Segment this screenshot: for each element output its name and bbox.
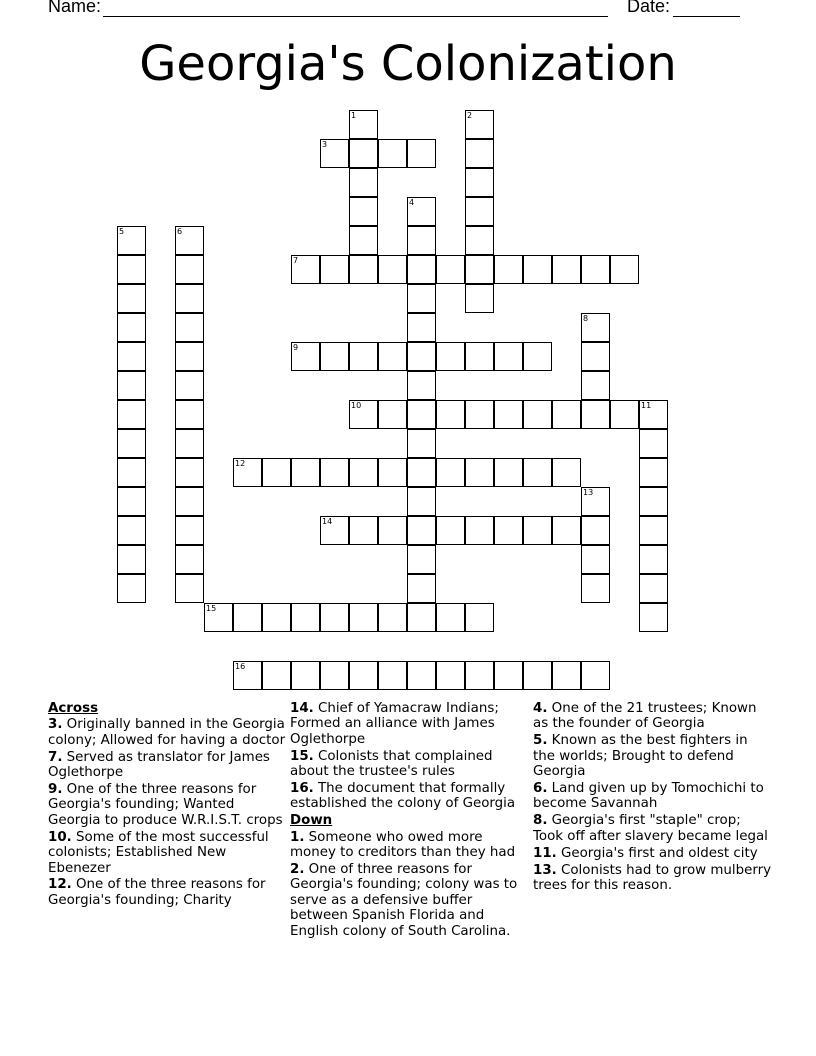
clue-down-1: 1. Someone who owed more money to creditors than they had	[290, 829, 516, 861]
grid-cell[interactable]	[465, 139, 494, 168]
grid-cell[interactable]	[407, 197, 436, 226]
grid-cell[interactable]	[639, 458, 668, 487]
grid-cell[interactable]	[610, 255, 639, 284]
grid-cell[interactable]	[436, 603, 465, 632]
grid-cell[interactable]	[407, 139, 436, 168]
clue-number: 7	[293, 256, 299, 265]
grid-cell[interactable]	[175, 458, 204, 487]
clue-number: 4	[409, 198, 415, 207]
grid-cell[interactable]	[175, 342, 204, 371]
clue-number: 15	[206, 604, 217, 613]
grid-cell[interactable]	[349, 661, 378, 690]
grid-cell[interactable]	[465, 400, 494, 429]
grid-cell[interactable]	[581, 313, 610, 342]
grid-cell[interactable]	[581, 342, 610, 371]
clue-number: 5	[119, 227, 125, 236]
clue-across-14: 14. Chief of Yamacraw Indians; Formed an alliance with James Oglethorpe	[290, 701, 499, 747]
grid-cell[interactable]	[436, 400, 465, 429]
grid-cell[interactable]	[639, 545, 668, 574]
grid-cell[interactable]	[378, 661, 407, 690]
grid-cell[interactable]	[407, 284, 436, 313]
grid-cell[interactable]	[117, 342, 146, 371]
grid-cell[interactable]	[407, 574, 436, 603]
grid-cell[interactable]	[349, 400, 378, 429]
grid-cell[interactable]	[320, 603, 349, 632]
grid-cell[interactable]	[175, 255, 204, 284]
grid-cell[interactable]	[204, 603, 233, 632]
grid-cell[interactable]	[175, 516, 204, 545]
grid-cell[interactable]	[552, 516, 581, 545]
grid-cell[interactable]	[117, 313, 146, 342]
grid-cell[interactable]	[581, 255, 610, 284]
name-label: Name:	[48, 0, 102, 16]
grid-cell[interactable]	[407, 255, 436, 284]
clue-down-2: 2. One of three reasons for Georgia's founding; colony was to serve as a defensive buffer between Spanish Florida and English colony of South Carolina.	[290, 862, 518, 939]
clue-number: 1	[351, 111, 357, 120]
grid-cell[interactable]	[639, 487, 668, 516]
grid-cell[interactable]	[117, 284, 146, 313]
grid-cell[interactable]	[465, 226, 494, 255]
grid-cell[interactable]	[552, 400, 581, 429]
clue-number: 8	[583, 314, 589, 323]
grid-cell[interactable]	[378, 342, 407, 371]
grid-cell[interactable]	[494, 342, 523, 371]
grid-cell[interactable]	[494, 516, 523, 545]
grid-cell[interactable]	[175, 487, 204, 516]
grid-cell[interactable]	[407, 342, 436, 371]
grid-cell[interactable]	[349, 226, 378, 255]
grid-cell[interactable]	[175, 371, 204, 400]
clue-number: 13	[583, 488, 594, 497]
grid-cell[interactable]	[378, 458, 407, 487]
grid-cell[interactable]	[494, 458, 523, 487]
grid-cell[interactable]	[436, 342, 465, 371]
clues-column-2	[290, 701, 530, 941]
grid-cell[interactable]	[291, 458, 320, 487]
grid-cell[interactable]	[407, 516, 436, 545]
grid-cell[interactable]	[407, 545, 436, 574]
clue-across-16: 16. The document that formally established the colony of Georgia	[290, 781, 516, 812]
grid-cell[interactable]	[117, 545, 146, 574]
grid-cell[interactable]	[581, 400, 610, 429]
grid-cell[interactable]	[494, 661, 523, 690]
grid-cell[interactable]	[494, 255, 523, 284]
grid-cell[interactable]	[349, 168, 378, 197]
grid-cell[interactable]	[407, 458, 436, 487]
grid-cell[interactable]	[349, 255, 378, 284]
across-heading: Across	[48, 701, 99, 716]
grid-cell[interactable]	[117, 371, 146, 400]
clue-number: 10	[351, 401, 362, 410]
grid-cell[interactable]	[320, 342, 349, 371]
grid-cell[interactable]	[407, 661, 436, 690]
grid-cell[interactable]	[175, 226, 204, 255]
clue-down-4: 4. One of the 21 trustees; Known as the founder of Georgia	[533, 701, 757, 732]
grid-cell[interactable]	[407, 603, 436, 632]
grid-cell[interactable]	[581, 371, 610, 400]
grid-cell[interactable]	[117, 255, 146, 284]
clue-number: 12	[235, 459, 246, 468]
clue-down-13: 13. Colonists had to grow mulberry trees for this reason.	[533, 862, 772, 893]
grid-cell[interactable]	[175, 429, 204, 458]
grid-cell[interactable]	[639, 429, 668, 458]
grid-cell[interactable]	[639, 574, 668, 603]
grid-cell[interactable]	[117, 400, 146, 429]
grid-cell[interactable]	[465, 458, 494, 487]
clue-down-8: 8. Georgia's first "staple" crop; Took off after slavery became legal	[533, 813, 768, 844]
clue-across-10: 10. Some of the most successful colonists; Established New Ebenezer	[48, 829, 269, 876]
grid-cell[interactable]	[233, 458, 262, 487]
clue-across-3: 3. Originally banned in the Georgia colony; Allowed for having a doctor	[48, 717, 286, 748]
grid-cell[interactable]	[436, 661, 465, 690]
grid-cell[interactable]	[262, 603, 291, 632]
clue-number: 2	[467, 111, 473, 120]
grid-cell[interactable]	[436, 255, 465, 284]
grid-cell[interactable]	[465, 110, 494, 139]
grid-cell[interactable]	[233, 661, 262, 690]
grid-cell[interactable]	[465, 284, 494, 313]
grid-cell[interactable]	[117, 487, 146, 516]
clue-number: 16	[235, 662, 246, 671]
clue-down-5: 5. Known as the best fighters in the worlds; Brought to defend Georgia	[533, 733, 748, 780]
clue-down-6: 6. Land given up by Tomochichi to become Savannah	[533, 781, 764, 812]
grid-cell[interactable]	[117, 429, 146, 458]
grid-cell[interactable]	[407, 313, 436, 342]
grid-cell[interactable]	[175, 313, 204, 342]
grid-cell[interactable]	[175, 545, 204, 574]
grid-cell[interactable]	[465, 168, 494, 197]
grid-cell[interactable]	[349, 458, 378, 487]
grid-cell[interactable]	[349, 603, 378, 632]
grid-cell[interactable]	[291, 603, 320, 632]
grid-cell[interactable]	[610, 400, 639, 429]
grid-cell[interactable]	[465, 661, 494, 690]
clue-number: 9	[293, 343, 299, 352]
grid-cell[interactable]	[639, 400, 668, 429]
grid-cell[interactable]	[407, 371, 436, 400]
grid-cell[interactable]	[523, 661, 552, 690]
grid-cell[interactable]	[494, 400, 523, 429]
grid-cell[interactable]	[320, 661, 349, 690]
clue-number: 14	[322, 517, 333, 526]
grid-cell[interactable]	[320, 255, 349, 284]
grid-cell[interactable]	[465, 342, 494, 371]
grid-cell[interactable]	[581, 545, 610, 574]
grid-cell[interactable]	[349, 197, 378, 226]
grid-cell[interactable]	[349, 516, 378, 545]
grid-cell[interactable]	[436, 458, 465, 487]
grid-cell[interactable]	[523, 255, 552, 284]
grid-cell[interactable]	[552, 661, 581, 690]
grid-cell[interactable]	[407, 400, 436, 429]
grid-cell[interactable]	[262, 661, 291, 690]
grid-cell[interactable]	[291, 342, 320, 371]
grid-cell[interactable]	[639, 603, 668, 632]
grid-cell[interactable]	[291, 255, 320, 284]
date-label: Date:	[627, 0, 671, 16]
clue-down-11: 11. Georgia's first and oldest city	[533, 845, 758, 861]
grid-cell[interactable]	[581, 574, 610, 603]
clue-across-12: 12. One of the three reasons for Georgia's founding; Charity	[48, 877, 266, 908]
grid-cell[interactable]	[436, 516, 465, 545]
grid-cell[interactable]	[320, 516, 349, 545]
grid-cell[interactable]	[175, 400, 204, 429]
grid-cell[interactable]	[552, 458, 581, 487]
grid-cell[interactable]	[407, 226, 436, 255]
grid-cell[interactable]	[349, 110, 378, 139]
grid-cell[interactable]	[465, 255, 494, 284]
grid-cell[interactable]	[581, 487, 610, 516]
grid-cell[interactable]	[465, 516, 494, 545]
grid-cell[interactable]	[407, 429, 436, 458]
clues-column-1	[48, 701, 288, 910]
grid-cell[interactable]	[523, 458, 552, 487]
grid-cell[interactable]	[117, 574, 146, 603]
grid-cell[interactable]	[581, 516, 610, 545]
clue-across-15: 15. Colonists that complained about the trustee's rules	[290, 748, 493, 780]
grid-cell[interactable]	[117, 458, 146, 487]
grid-cell[interactable]	[378, 603, 407, 632]
grid-cell[interactable]	[552, 255, 581, 284]
grid-cell[interactable]	[291, 661, 320, 690]
clue-number: 11	[641, 401, 652, 410]
page-title: Georgia's Colonization	[139, 36, 677, 92]
grid-cell[interactable]	[407, 487, 436, 516]
grid-cell[interactable]	[117, 516, 146, 545]
down-heading: Down	[290, 813, 333, 829]
clue-across-7: 7. Served as translator for James Oglethorpe	[48, 749, 270, 781]
grid-cell[interactable]	[465, 603, 494, 632]
grid-cell[interactable]	[175, 284, 204, 313]
grid-cell[interactable]	[233, 603, 262, 632]
grid-cell[interactable]	[117, 226, 146, 255]
grid-cell[interactable]	[523, 516, 552, 545]
grid-cell[interactable]	[320, 458, 349, 487]
grid-cell[interactable]	[378, 516, 407, 545]
grid-cell[interactable]	[378, 400, 407, 429]
clues-column-3	[533, 701, 773, 895]
grid-cell[interactable]	[523, 400, 552, 429]
clue-across-9: 9. One of the three reasons for Georgia's founding; Wanted Georgia to produce W.R.I.S.T. crops	[48, 782, 283, 828]
grid-cell[interactable]	[378, 255, 407, 284]
grid-cell[interactable]	[639, 516, 668, 545]
grid-cell[interactable]	[262, 458, 291, 487]
grid-cell[interactable]	[349, 139, 378, 168]
clue-number: 3	[322, 140, 328, 149]
grid-cell[interactable]	[349, 342, 378, 371]
grid-cell[interactable]	[581, 661, 610, 690]
clue-number: 6	[177, 227, 183, 236]
grid-cell[interactable]	[465, 197, 494, 226]
grid-cell[interactable]	[523, 342, 552, 371]
grid-cell[interactable]	[175, 574, 204, 603]
grid-cell[interactable]	[320, 139, 349, 168]
grid-cell[interactable]	[378, 139, 407, 168]
